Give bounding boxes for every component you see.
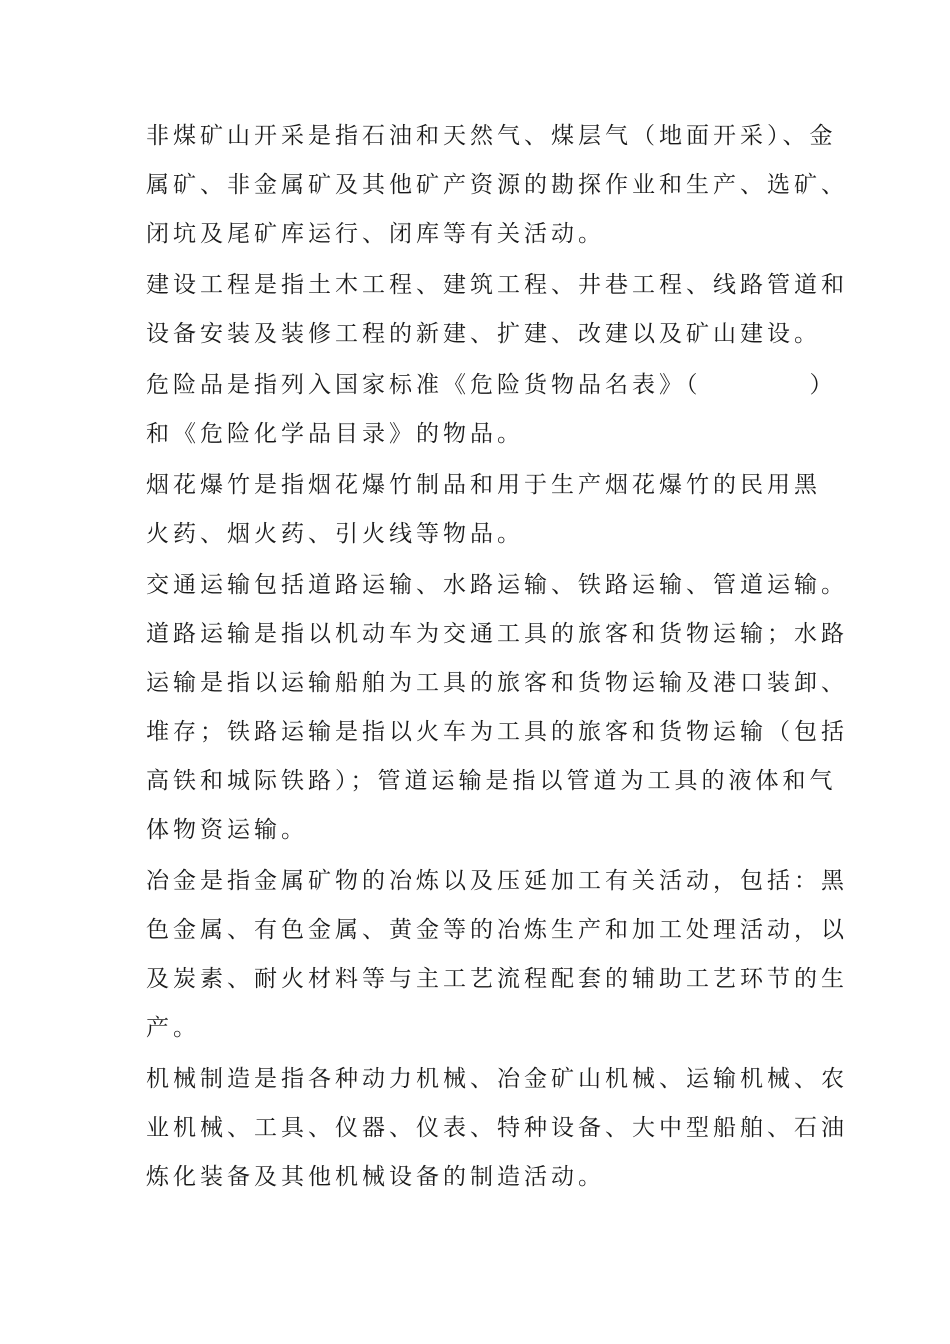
paragraph-transportation	[146, 561, 848, 855]
text-line: 运输是指以运输船舶为工具的旅客和货物运输及港口装卸、	[146, 670, 848, 696]
text-line: 及炭素、耐火材料等与主工艺流程配套的辅助工艺环节的生	[146, 966, 848, 992]
text-line: 烟花爆竹是指烟花爆竹制品和用于生产烟花爆竹的民用黑	[146, 472, 821, 498]
text-line: 道路运输是指以机动车为交通工具的旅客和货物运输；水路	[146, 621, 848, 647]
text-line: 属矿、非金属矿及其他矿产资源的勘探作业和生产、选矿、	[146, 172, 848, 198]
paragraph-metallurgy	[146, 857, 848, 1053]
text-line: 非煤矿山开采是指石油和天然气、煤层气（地面开采）、金	[146, 123, 837, 149]
text-line: 体物资运输。	[146, 817, 308, 843]
text-line: 色金属、有色金属、黄金等的冶炼生产和加工处理活动，以	[146, 917, 848, 943]
text-line: 和《危险化学品目录》的物品。	[146, 421, 524, 447]
text-line: 堆存；铁路运输是指以火车为工具的旅客和货物运输（包括	[146, 719, 848, 745]
text-line: 闭坑及尾矿库运行、闭库等有关活动。	[146, 221, 605, 247]
text-line: 交通运输包括道路运输、水路运输、铁路运输、管道运输。	[146, 572, 848, 598]
paragraph-non-coal-mining	[146, 112, 848, 259]
paragraph-fireworks	[146, 461, 821, 559]
text-line: 设备安装及装修工程的新建、扩建、改建以及矿山建设。	[146, 321, 821, 347]
text-line: 业机械、工具、仪器、仪表、特种设备、大中型船舶、石油	[146, 1115, 848, 1141]
text-line: 机械制造是指各种动力机械、冶金矿山机械、运输机械、农	[146, 1066, 848, 1092]
text-line: 高铁和城际铁路）；管道运输是指以管道为工具的液体和气	[146, 768, 837, 794]
paragraph-hazardous-goods	[146, 361, 837, 459]
text-line: 产。	[146, 1015, 200, 1041]
document-body	[146, 112, 848, 1204]
text-line: 炼化装备及其他机械设备的制造活动。	[146, 1164, 605, 1190]
text-line: 火药、烟火药、引火线等物品。	[146, 521, 524, 547]
text-line: 建设工程是指土木工程、建筑工程、井巷工程、线路管道和	[146, 272, 848, 298]
paragraph-construction	[146, 261, 848, 359]
paragraph-machinery-manufacturing	[146, 1055, 848, 1202]
text-line: 冶金是指金属矿物的冶炼以及压延加工有关活动，包括：黑	[146, 868, 848, 894]
text-line: 危险品是指列入国家标准《危险货物品名表》（ ）	[146, 372, 837, 398]
